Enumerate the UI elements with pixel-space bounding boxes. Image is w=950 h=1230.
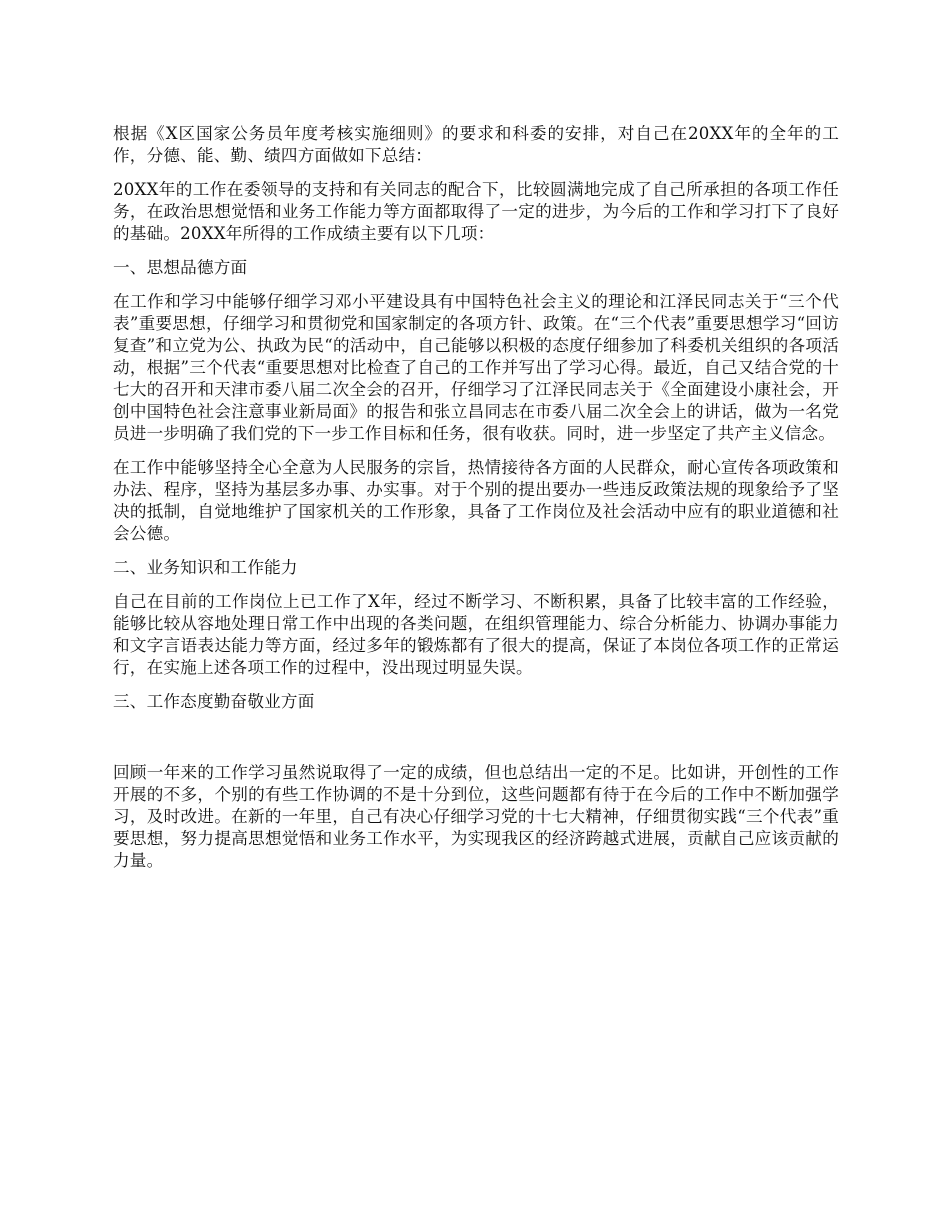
ideology-paragraph-1: 在工作和学习中能够仔细学习邓小平建设具有中国特色社会主义的理论和江泽民同志关于“三个代表”重要思想，仔细学习和贯彻党和国家制定的各项方针、政策。在“三个代表”重要思想学习“回访复查”和立党为公、执政为民“的活动中，自己能够以积极的态度仔细参加了科委机关组织的各项活动，根据”三个代表“重要思想对比检查了自己的工作并写出了学习心得。最近，自己又结合党的十七大的召开和天津市委八届二次全会的召开，仔细学习了江泽民同志关于《全面建设小康社会，开创中国特色社会注意事业新局面》的报告和张立昌同志在市委八届二次全会上的讲话，做为一名党员进一步明确了我们党的下一步工作目标和任务，很有收获。同时，进一步坚定了共产主义信念。	[113, 292, 839, 443]
summary-paragraph: 20XX年的工作在委领导的支持和有关同志的配合下，比较圆满地完成了自己所承担的各项工作任务，在政治思想觉悟和业务工作能力等方面都取得了一定的进步，为今后的工作和学习打下了良好的基础。20XX年所得的工作成绩主要有以下几项：	[113, 180, 839, 243]
section-heading-ability: 二、业务知识和工作能力	[113, 558, 298, 577]
document-body	[113, 123, 839, 884]
section-heading-attitude: 三、工作态度勤奋敬业方面	[113, 692, 315, 711]
conclusion-paragraph: 回顾一年来的工作学习虽然说取得了一定的成绩，但也总结出一定的不足。比如讲，开创性的工作开展的不多，个别的有些工作协调的不是十分到位，这些问题都有待于在今后的工作中不断加强学习，及时改进。在新的一年里，自己有决心仔细学习党的十七大精神，仔细贯彻实践“三个代表”重要思想，努力提高思想觉悟和业务工作水平，为实现我区的经济跨越式进展，贡献自己应该贡献的力量。	[113, 763, 839, 870]
intro-paragraph: 根据《X区国家公务员年度考核实施细则》的要求和科委的安排，对自己在20XX年的全年的工作，分德、能、勤、绩四方面做如下总结：	[113, 124, 839, 165]
blank-space	[113, 725, 839, 762]
section-heading-ideology: 一、思想品德方面	[113, 258, 248, 277]
ability-paragraph: 自己在目前的工作岗位上已工作了X年，经过不断学习、不断积累，具备了比较丰富的工作经验，能够比较从容地处理日常工作中出现的各类问题，在组织管理能力、综合分析能力、协调办事能力和文字言语表达能力等方面，经过多年的锻炼都有了很大的提高，保证了本岗位各项工作的正常运行，在实施上述各项工作的过程中，没出现过明显失误。	[113, 592, 839, 677]
ideology-paragraph-2: 在工作中能够坚持全心全意为人民服务的宗旨，热情接待各方面的人民群众，耐心宣传各项政策和办法、程序，坚持为基层多办事、办实事。对于个别的提出要办一些违反政策法规的现象给予了坚决的抵制，自觉地维护了国家机关的工作形象，具备了工作岗位及社会活动中应有的职业道德和社会公德。	[113, 458, 839, 543]
